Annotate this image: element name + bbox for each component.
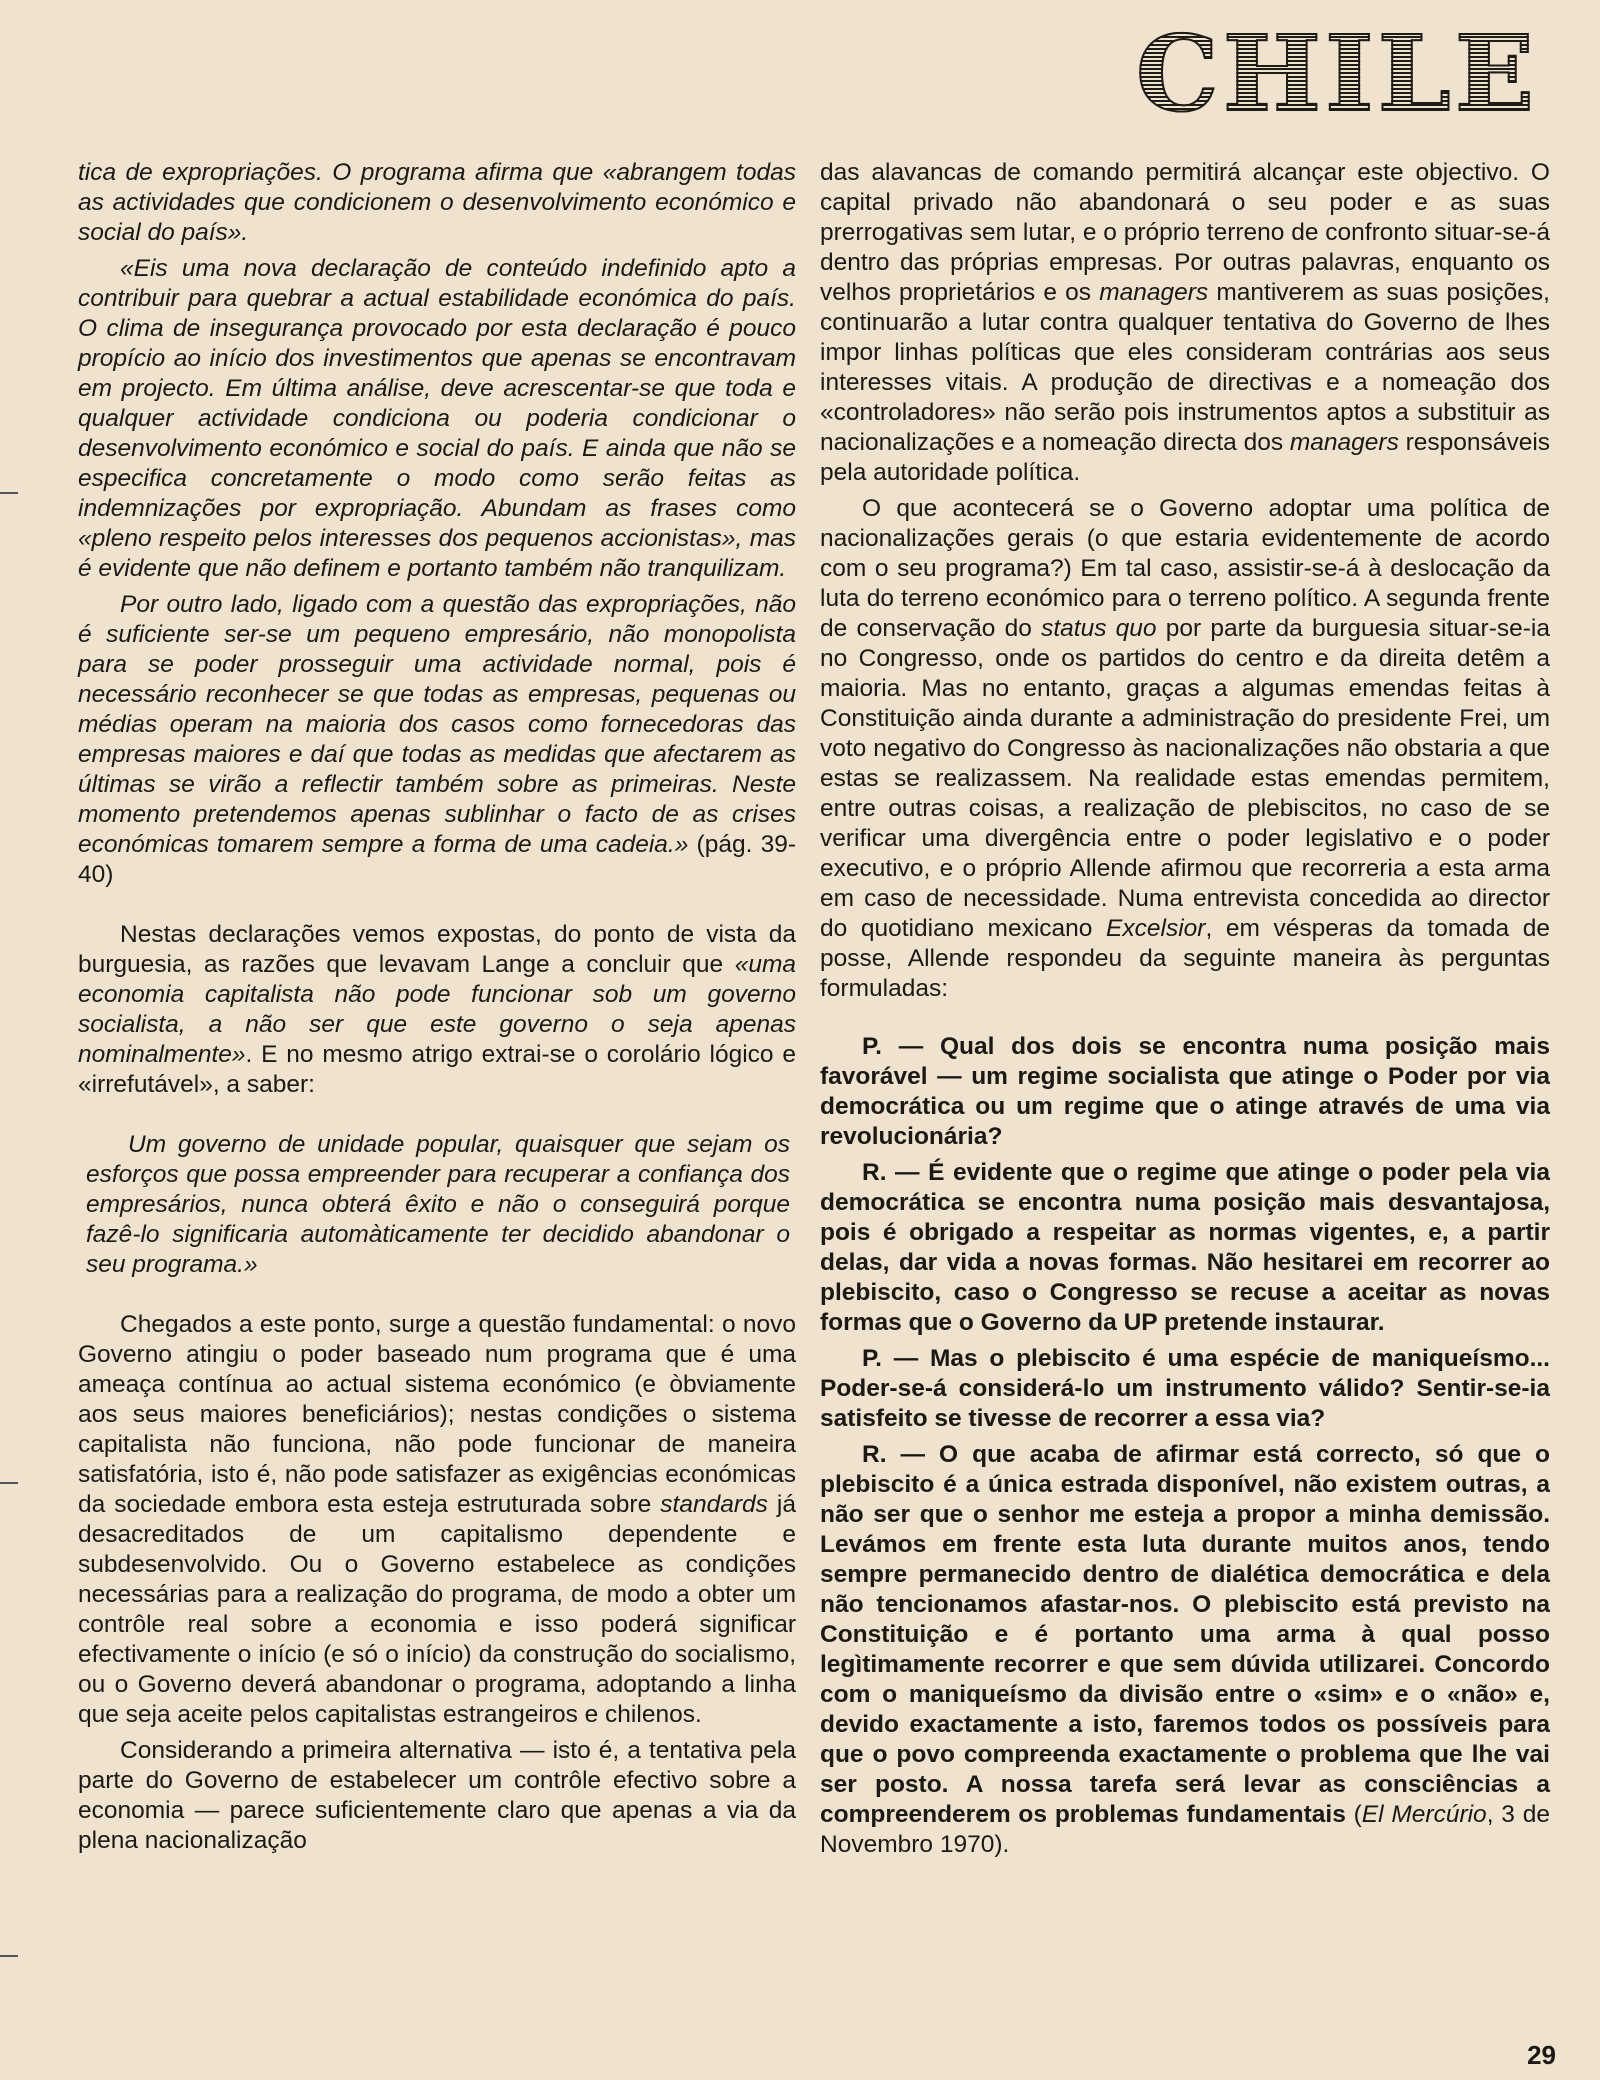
paragraph-text: Chegados a este ponto, surge a questão fundamental: o novo Governo atingiu o poder baseado num programa que é uma ameaça contínua ao actual sistema económico (e òbviamente aos seus maiores beneficiários); nestas condições o sistema capitalista não funciona, não pode funcionar de maneira satisfatória, isto é, não pode satisfazer as exigências económicas da sociedade embora esta esteja estruturada sobre <box>78 1311 796 1518</box>
paragraph <box>820 158 1550 488</box>
paragraph-text: O que acontecerá se o Governo adoptar uma política de nacionalizações gerais (o que estaria evidentemente de acordo com o seu programa?) Em tal caso, assistir-se-á à deslocação da luta do terreno económico para o terreno político. A segunda frente de conservação do <box>820 495 1550 642</box>
page-number: 29 <box>1527 2040 1556 2070</box>
left-column <box>78 158 796 1862</box>
paragraph <box>78 1310 796 1730</box>
interview-answer: R. — É evidente que o regime que atinge o poder pela via democrática se encontra numa posição mais desvantajosa, pois é obrigado a respeitar as normas vigentes, e, a partir delas, dar vida a novas formas. Não hesitarei em recorrer ao plebiscito, caso o Congresso se recuse a aceitar as novas formas que o Governo da UP pretende instaurar. <box>820 1159 1550 1336</box>
paragraph <box>78 158 796 248</box>
italic-term: Excelsior <box>1106 915 1206 942</box>
paragraph <box>78 920 796 1100</box>
italic-term: standards <box>660 1491 768 1518</box>
paragraph-text: por parte da burguesia situar-se-ia no Congresso, onde os partidos do centro e da direita detêm a maioria. Mas no entanto, graças a algumas emendas feitas à Constituição ainda durante a administração do presidente Frei, um voto negativo do Congresso às nacionalizações não obstaria a que estas se realizassem. Na realidade estas emendas permitem, entre outras coisas, a realização de plebiscitos, no caso de se verificar uma divergência entre o poder legislativo e o poder executivo, e o próprio Allende afirmou que recorreria a esta arma em caso de necessidade. Numa entrevista concedida ao director do quotidiano mexicano <box>820 615 1550 942</box>
italic-term: managers <box>1099 279 1209 306</box>
answer-text: R. — O que acaba de afirmar está correcto, só que o plebiscito é a única estrada disponível, não existem outras, a não ser que o senhor me esteja a propor a minha demissão. Levámos em frente esta luta durante muitos anos, tendo sempre permanecido dentro de dialética democrática e dela não tencionamos afastar-nos. O plebiscito está previsto na Constituição e é portanto uma arma à qual posso legìtimamente recorrer e que sem dúvida utilizarei. Concordo com o maniqueísmo da divisão entre o «sim» e o «não» e, devido exactamente a isto, faremos todos os possíveis para que o povo compreenda exactamente o problema que lhe vai ser posto. A nossa tarefa será levar as consciências a compreenderem os problemas fundamentais <box>820 1441 1550 1828</box>
source-open: ( <box>1345 1801 1362 1828</box>
paragraph-text: já desacreditados de um capitalismo dependente e subdesenvolvido. Ou o Governo estabelece as condições necessárias para a realização do programa, de modo a obter um contrôle real sobre a economia e isso poderá significar efectivamente o início (e só o início) da construção do socialismo, ou o Governo deverá abandonar o programa, adoptando a linha que seja aceite pelos capitalistas estrangeiros e chilenos. <box>78 1491 796 1728</box>
page-reference: (pág. 39-40) <box>78 831 796 888</box>
quoted-text: «uma economia capitalista não pode funcionar sob um governo socialista, a não ser que este governo o seja apenas nominalmente» <box>78 951 796 1068</box>
paragraph-text: mantiverem as suas posições, continuarão a lutar contra qualquer tentativa do Governo de lhes impor linhas políticas que eles consideram contrárias aos seus interesses vitais. A produção de directivas e a nomeação dos «controladores» não serão pois instrumentos aptos a substituir as nacionalizações e a nomeação directa dos <box>820 279 1550 456</box>
section-title: CHILE <box>1135 12 1538 135</box>
block-quote <box>78 1130 796 1280</box>
source-name: El Mercúrio <box>1361 1801 1487 1828</box>
paragraph <box>78 1736 796 1856</box>
italic-term: status quo <box>1041 615 1157 642</box>
margin-mark <box>0 1955 18 1957</box>
margin-mark <box>0 492 18 494</box>
interview-block <box>820 1032 1550 1860</box>
italic-term: managers <box>1289 429 1399 456</box>
interview-question: P. — Mas o plebiscito é uma espécie de maniqueísmo... Poder-se-á considerá-lo um instrumento válido? Sentir-se-ia satisfeito se tivesse de recorrer a essa via? <box>820 1345 1550 1432</box>
paragraph-text: . E no mesmo atrigo extrai-se o corolário lógico e «irrefutável», a saber: <box>78 1041 796 1098</box>
paragraph-text: das alavancas de comando permitirá alcançar este objectivo. O capital privado não abandonará o seu poder e as suas prerrogativas sem lutar, e o próprio terreno de confronto situar-se-á dentro das próprias empresas. Por outras palavras, enquanto os velhos proprietários e os <box>820 159 1550 306</box>
paragraph <box>78 590 796 890</box>
right-column <box>820 158 1550 1866</box>
quote-text: Um governo de unidade popular, quaisquer que sejam os esforços que possa empreender para recuperar a confiança dos empresários, nunca obterá êxito e não o conseguirá porque fazê-lo significaria automàticamente ter decidido abandonar o seu programa.» <box>86 1131 790 1278</box>
paragraph-text: tica de expropriações. O programa afirma que «abrangem todas as actividades que condicionem o desenvolvimento económico e social do país». <box>78 159 796 246</box>
margin-mark <box>0 1482 18 1484</box>
source-date: , 3 de Novembro 1970). <box>820 1801 1550 1858</box>
paragraph-text: «Eis uma nova declaração de conteúdo indefinido apto a contribuir para quebrar a actual estabilidade económica do país. O clima de insegurança provocado por esta declaração é pouco propício ao início dos investimentos que apenas se encontravam em projecto. Em última análise, deve acrescentar-se que toda e qualquer actividade condiciona ou poderia condicionar o desenvolvimento económico e social do país. E ainda que não se especifica concretamente o modo como serão feitas as indemnizações por expropriação. Abundam as frases como «pleno respeito pelos interesses dos pequenos accionistas», mas é evidente que não definem e portanto também não tranquilizam. <box>78 255 796 582</box>
paragraph-text: Por outro lado, ligado com a questão das expropriações, não é suficiente ser-se um pequeno empresário, não monopolista para se poder prosseguir uma actividade normal, pois é necessário reconhecer se que todas as empresas, pequenas ou médias operam na maioria dos casos como fornecedoras das empresas maiores e daí que todas as medidas que afectarem as últimas se virão a reflectir também sobre as primeiras. Neste momento pretendemos apenas sublinhar o facto de as crises económicas tomarem sempre a forma de uma cadeia.» <box>78 591 796 858</box>
paragraph-text: , em vésperas da tomada de posse, Allende respondeu da seguinte maneira às perguntas formuladas: <box>820 915 1550 1002</box>
paragraph-text: Nestas declarações vemos expostas, do ponto de vista da burguesia, as razões que levavam Lange a concluir que <box>78 921 796 978</box>
paragraph-text: Considerando a primeira alternativa — isto é, a tentativa pela parte do Governo de estabelecer um contrôle efectivo sobre a economia — parece suficientemente claro que apenas a via da plena nacionalização <box>78 1737 796 1854</box>
interview-answer <box>820 1440 1550 1860</box>
interview-question: P. — Qual dos dois se encontra numa posição mais favorável — um regime socialista que atinge o Poder por via democrática ou um regime que o atinge através de uma via revolucionária? <box>820 1033 1550 1150</box>
paragraph-text: responsáveis pela autoridade política. <box>820 429 1551 486</box>
paragraph <box>78 254 796 584</box>
paragraph <box>820 494 1550 1004</box>
